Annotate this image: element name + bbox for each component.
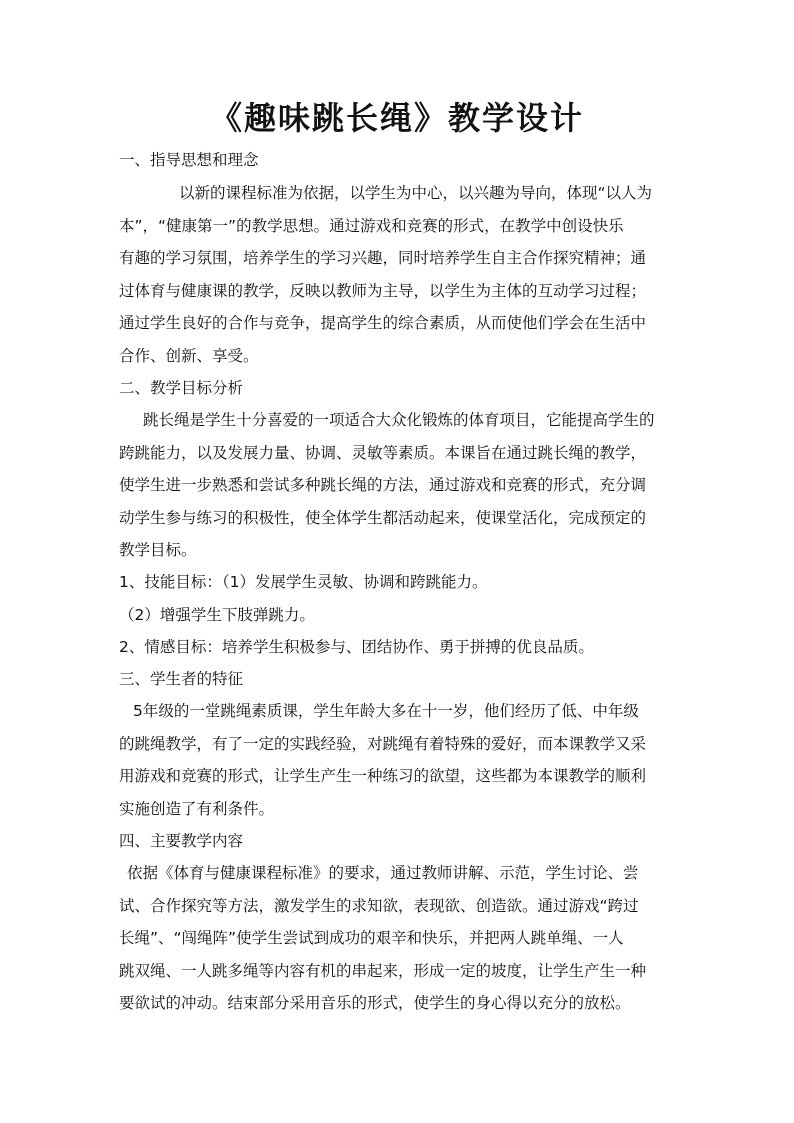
paragraph-line: 教学目标。 [119, 541, 197, 559]
paragraph-line: 跳双绳、一人跳多绳等内容有机的串起来，形成一定的坡度，让学生产生一种 [119, 962, 647, 980]
paragraph-line: 要欲试的冲动。结束部分采用音乐的形式，使学生的身心得以充分的放松。 [119, 994, 631, 1012]
paragraph-line: 依据《体育与健康课程标准》的要求，通过教师讲解、示范，学生讨论、尝 [127, 864, 639, 882]
paragraph-line: 实施创造了有利条件。 [119, 800, 275, 818]
paragraph-line: 通过学生良好的合作与竞争，提高学生的综合素质，从而使他们学会在生活中 [119, 314, 647, 332]
paragraph-line: 试、合作探究等方法，激发学生的求知欲，表现欲、创造欲。通过游戏“跨过 [119, 897, 639, 915]
paragraph-line: 的跳绳教学，有了一定的实践经验，对跳绳有着特殊的爱好，而本课教学又采 [119, 735, 647, 753]
paragraph-line: 跳长绳是学生十分喜爱的一项适合大众化锻炼的体育项目，它能提高学生的 [143, 411, 655, 429]
paragraph-line: 过体育与健康课的教学，反映以教师为主导，以学生为主体的互动学习过程； [119, 282, 647, 300]
skill-goal-line: 1、技能目标：（1）发展学生灵敏、协调和跨跳能力。 [119, 573, 488, 591]
paragraph-line: 跨跳能力，以及发展力量、协调、灵敏等素质。本课旨在通过跳长绳的教学， [119, 444, 647, 462]
paragraph-line: 有趣的学习氛围，培养学生的学习兴趣，同时培养学生自主合作探究精神；通 [119, 249, 647, 267]
paragraph-line: 用游戏和竞赛的形式，让学生产生一种练习的欲望，这些都为本课教学的顺利 [119, 767, 647, 785]
paragraph-line: 动学生参与练习的积极性，使全体学生都活动起来，使课堂活化，完成预定的 [119, 509, 647, 527]
paragraph-line: 长绳”、“闯绳阵”使学生尝试到成功的艰辛和快乐，并把两人跳单绳、一人 [119, 929, 624, 947]
paragraph-line: 以新的课程标准为依据，以学生为中心，以兴趣为导向，体现“以人为 [179, 184, 653, 202]
section-heading-main-content: 四、主要教学内容 [119, 832, 244, 850]
document-title: 《趣味跳长绳》教学设计 [209, 99, 584, 137]
paragraph-line: 本”，“健康第一”的教学思想。通过游戏和竞赛的形式，在教学中创设快乐 [119, 217, 624, 235]
emotion-goal-line: 2、情感目标：培养学生积极参与、团结协作、勇于拼搏的优良品质。 [119, 638, 594, 656]
skill-goal-subline: （2）增强学生下肢弹跳力。 [119, 606, 315, 624]
section-heading-guiding-ideas: 一、指导思想和理念 [119, 151, 259, 169]
paragraph-line: 合作、创新、享受。 [119, 347, 259, 365]
section-heading-objectives: 二、教学目标分析 [119, 379, 244, 397]
paragraph-line: 5年级的一堂跳绳素质课，学生年龄大多在十一岁，他们经历了低、中年级 [133, 702, 639, 720]
paragraph-line: 使学生进一步熟悉和尝试多种跳长绳的方法，通过游戏和竞赛的形式，充分调 [119, 476, 647, 494]
section-heading-student-features: 三、学生者的特征 [119, 670, 244, 688]
